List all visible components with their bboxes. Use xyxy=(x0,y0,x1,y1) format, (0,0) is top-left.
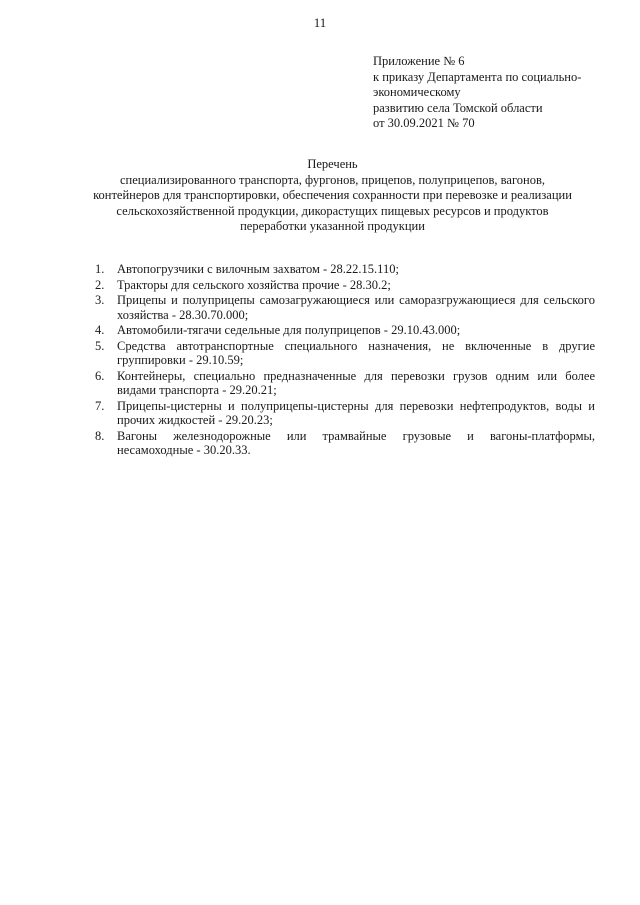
list-item xyxy=(95,339,595,368)
list-item-text: Контейнеры, специально предназначенные для перевозки грузов одним или более видами транспорта - 29.20.21; xyxy=(117,368,595,397)
appendix-line: экономическому xyxy=(373,85,461,99)
appendix-line: Приложение № 6 xyxy=(373,54,465,68)
list-item-number: 2. xyxy=(95,277,105,292)
appendix-line: от 30.09.2021 № 70 xyxy=(373,116,475,130)
list-item xyxy=(95,399,595,428)
list-item-number: 7. xyxy=(95,398,105,413)
page-number: 11 xyxy=(313,15,327,30)
appendix-line: к приказу Департамента по социально- xyxy=(373,69,582,84)
title-line: контейнеров для транспортировки, обеспечения сохранности при перевозке и реализации xyxy=(93,188,572,202)
title-line: специализированного транспорта, фургонов, прицепов, полуприцепов, вагонов, xyxy=(119,172,545,187)
list-item-number: 6. xyxy=(95,368,105,383)
list-item-number: 3. xyxy=(95,293,105,307)
list-item xyxy=(95,323,595,338)
appendix-header xyxy=(373,54,581,132)
list-item-text: Автомобили-тягачи седельные для полуприцепов - 29.10.43.000; xyxy=(117,323,461,337)
list-item-text: Прицепы и полуприцепы самозагружающиеся или саморазгружающиеся для сельского хозяйства - 28.30.70.000; xyxy=(117,293,595,322)
list-item-text: Тракторы для сельского хозяйства прочие - 28.30.2; xyxy=(117,277,391,292)
list-item-number: 5. xyxy=(95,338,105,353)
list-item xyxy=(95,369,595,398)
list-item-text: Средства автотранспортные специального назначения, не включенные в другие группировки - 29.10.59; xyxy=(117,338,595,367)
list-item-number: 8. xyxy=(95,428,105,443)
title-line: сельскохозяйственной продукции, дикорастущих пищевых ресурсов и продуктов xyxy=(116,203,549,218)
title-heading: Перечень xyxy=(307,157,358,171)
title-line: переработки указанной продукции xyxy=(240,219,425,233)
document-title xyxy=(50,157,615,235)
list-item-number: 4. xyxy=(95,323,105,337)
list-item-text: Автопогрузчики с вилочным захватом - 28.22.15.110; xyxy=(117,262,399,276)
list-item-text: Прицепы-цистерны и полуприцепы-цистерны для перевозки нефтепродуктов, воды и прочих жидкостей - 29.20.23; xyxy=(117,398,595,427)
appendix-line: развитию села Томской области xyxy=(373,100,543,115)
list-item xyxy=(95,278,595,293)
list-item-text: Вагоны железнодорожные или трамвайные грузовые и вагоны-платформы, несамоходные - 30.20.33. xyxy=(117,428,595,457)
list-item xyxy=(95,262,595,277)
list-item xyxy=(95,429,595,458)
list-item xyxy=(95,293,595,322)
item-list xyxy=(95,262,595,459)
list-item-number: 1. xyxy=(95,262,105,276)
